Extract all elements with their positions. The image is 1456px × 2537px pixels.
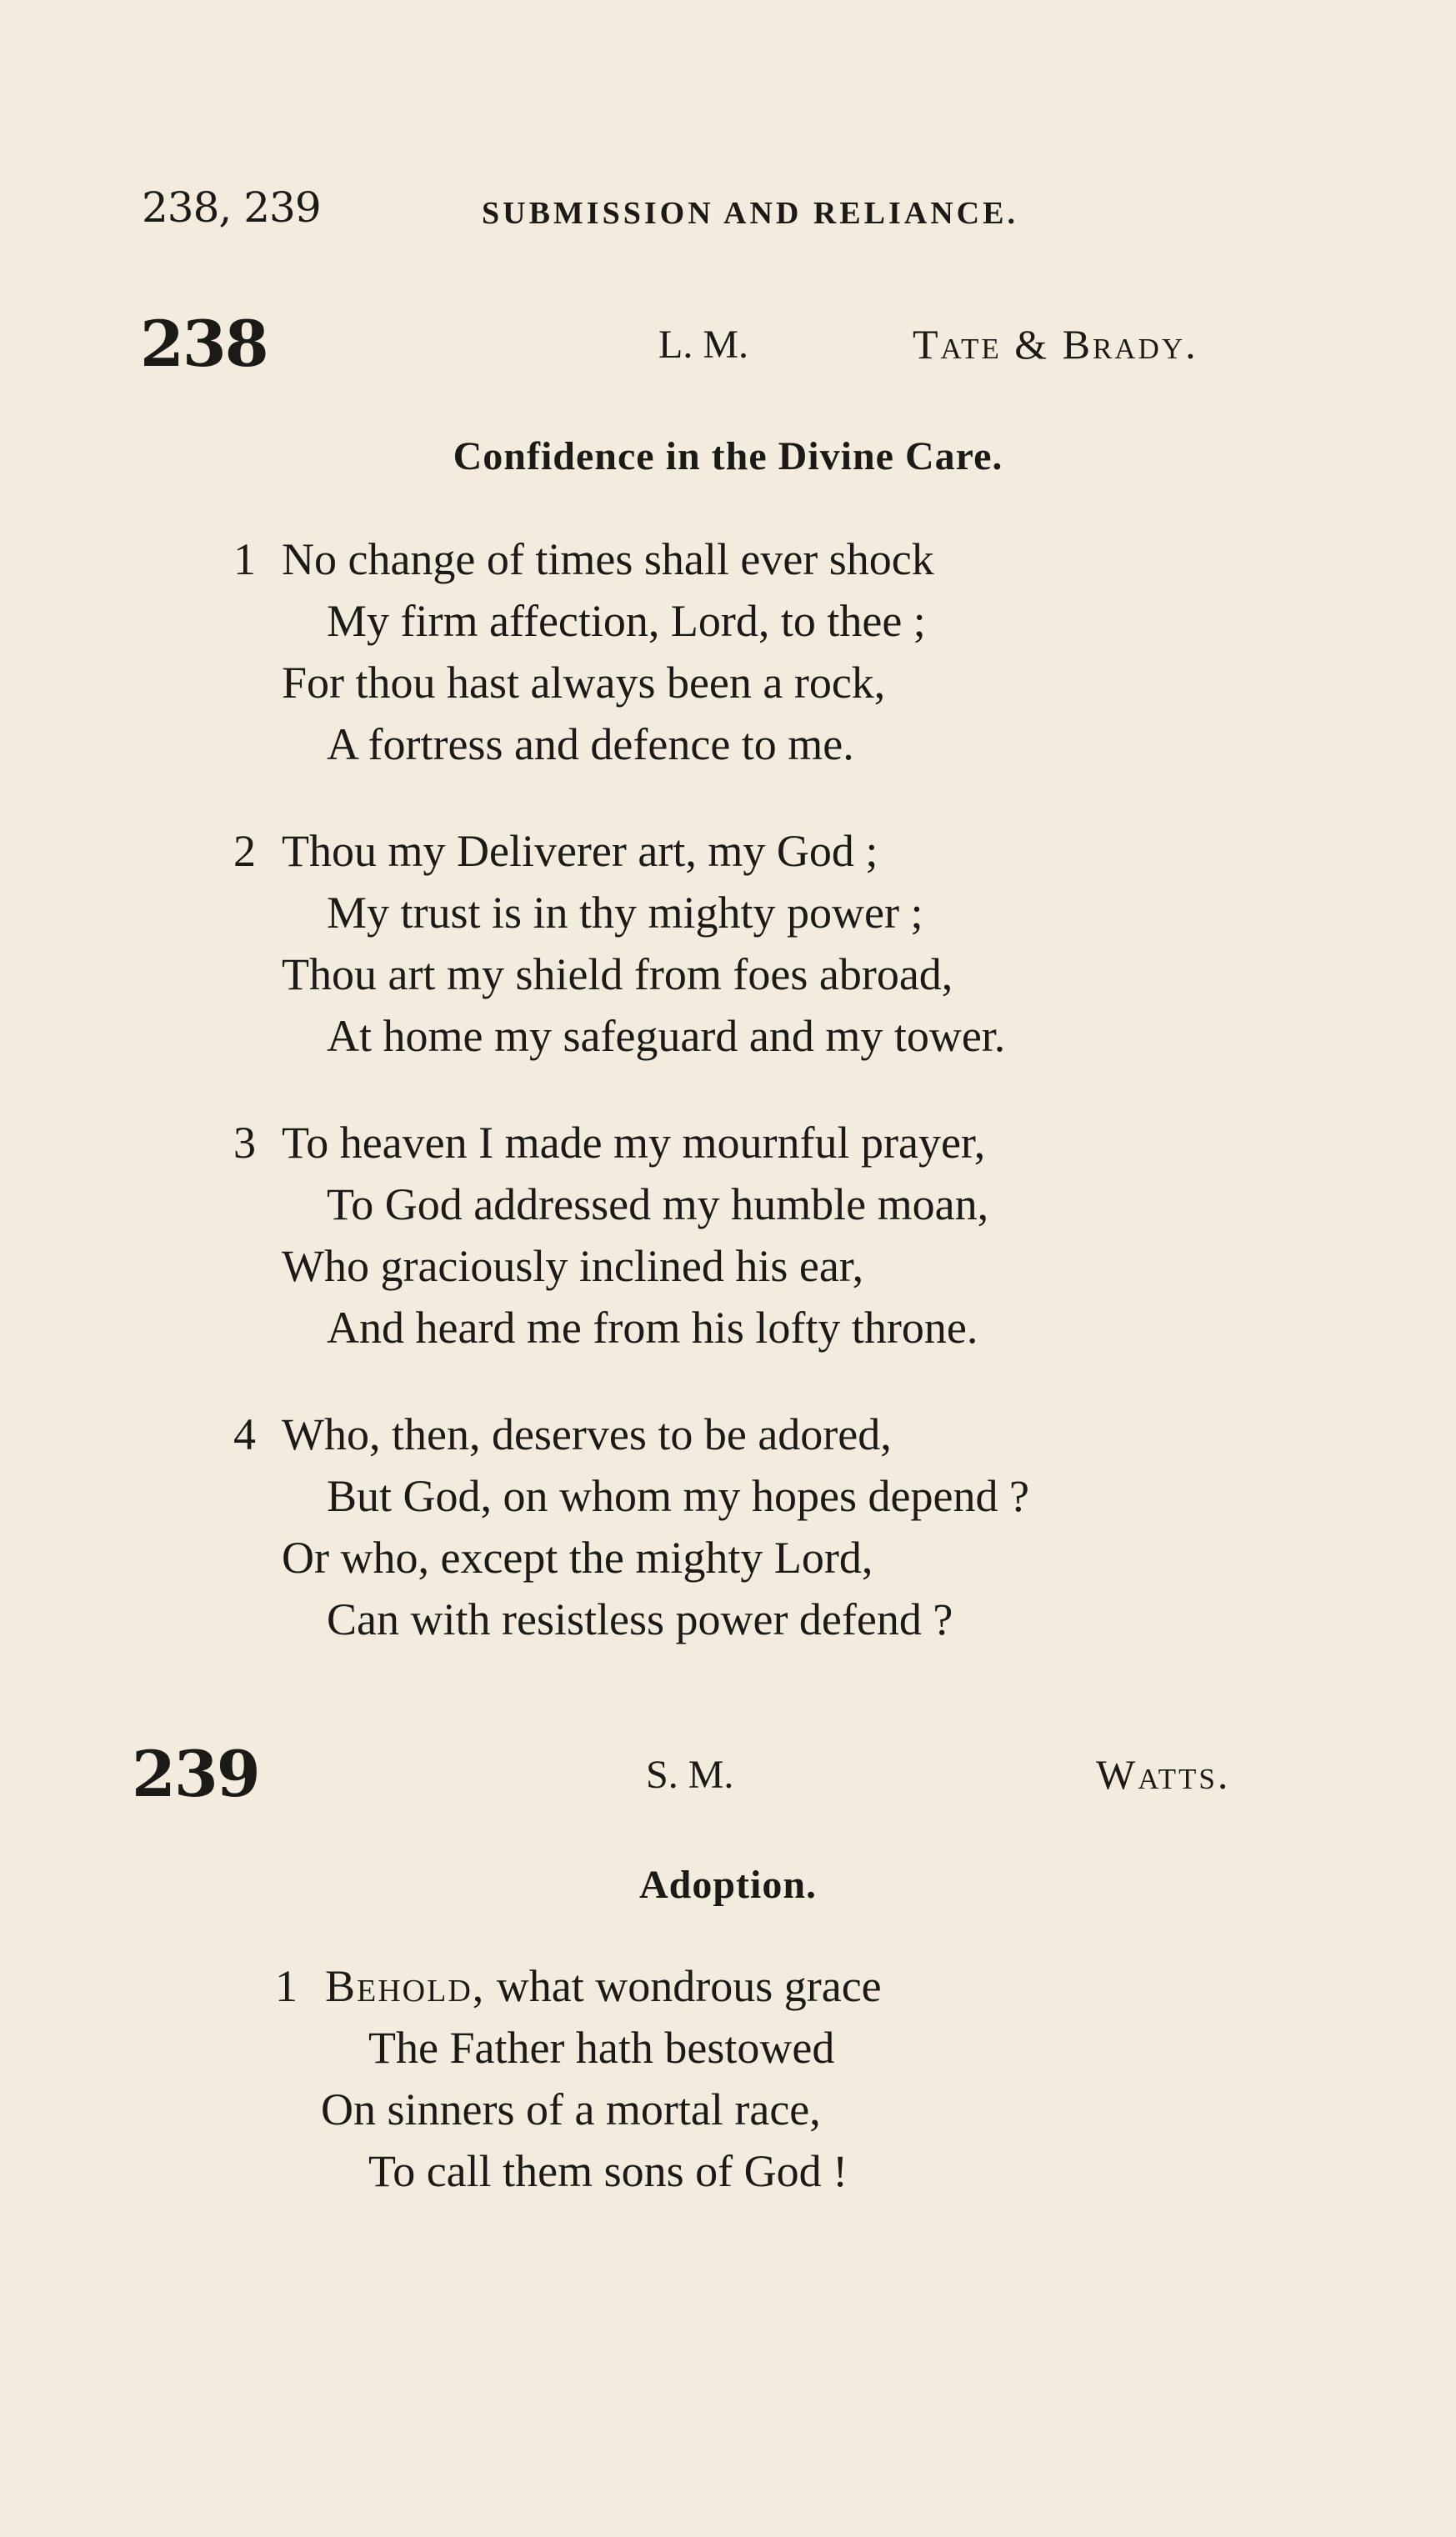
stanza-number: 4 <box>233 1409 256 1459</box>
stanza-number: 3 <box>233 1118 256 1168</box>
verse-line: The Father hath bestowed <box>368 2023 835 2073</box>
stanza-number: 1 <box>233 534 256 584</box>
verse-line: Who graciously inclined his ear, <box>282 1241 864 1291</box>
verse-line: And heard me from his lofty throne. <box>327 1303 978 1353</box>
verse-line: My firm affection, Lord, to thee ; <box>327 596 926 646</box>
stanza-number: 1 <box>275 1961 298 2011</box>
page-numbers: 238, 239 <box>142 183 321 232</box>
hymn-238-header <box>0 307 1456 390</box>
first-word: Behold, <box>325 1961 486 2011</box>
verse-line <box>325 1961 882 2011</box>
stanza-number: 2 <box>233 826 256 876</box>
running-head <box>0 183 1456 242</box>
verse-line: Who, then, deserves to be adored, <box>282 1409 892 1459</box>
verse-line: At home my safeguard and my tower. <box>327 1011 1006 1061</box>
verse-line: For thou hast always been a rock, <box>282 658 886 708</box>
verse-line: Thou my Deliverer art, my God ; <box>282 826 878 876</box>
verse-line-rest: what wondrous grace <box>485 1961 882 2011</box>
hymn-subtitle: Confidence in the Divine Care. <box>453 434 1003 478</box>
verse-line: Thou art my shield from foes abroad, <box>282 949 953 999</box>
hymn-meter: S. M. <box>646 1753 734 1797</box>
hymn-number: 238 <box>140 307 268 381</box>
verse-line: To God addressed my humble moan, <box>327 1179 989 1229</box>
verse-line: On sinners of a mortal race, <box>321 2084 821 2134</box>
verse-line: A fortress and defence to me. <box>327 719 854 769</box>
hymn-author: Tate & Brady. <box>913 321 1198 368</box>
hymn-subtitle: Adoption. <box>638 1863 818 1907</box>
verse-line: Or who, except the mighty Lord, <box>282 1533 873 1583</box>
verse-line: To heaven I made my mournful prayer, <box>282 1118 986 1168</box>
hymn-meter: L. M. <box>658 323 748 367</box>
verse-line: But God, on whom my hopes depend ? <box>327 1471 1029 1521</box>
verse-line: To call them sons of God ! <box>368 2146 848 2196</box>
verse-line: My trust is in thy mighty power ; <box>327 888 923 938</box>
verse-line: Can with resistless power defend ? <box>327 1594 953 1644</box>
section-title: SUBMISSION AND RELIANCE. <box>482 196 1018 231</box>
hymn-number: 239 <box>132 1737 259 1811</box>
hymn-author: Watts. <box>1096 1751 1231 1798</box>
hymn-239-header <box>0 1737 1456 1820</box>
verse-line: No change of times shall ever shock <box>282 534 934 584</box>
